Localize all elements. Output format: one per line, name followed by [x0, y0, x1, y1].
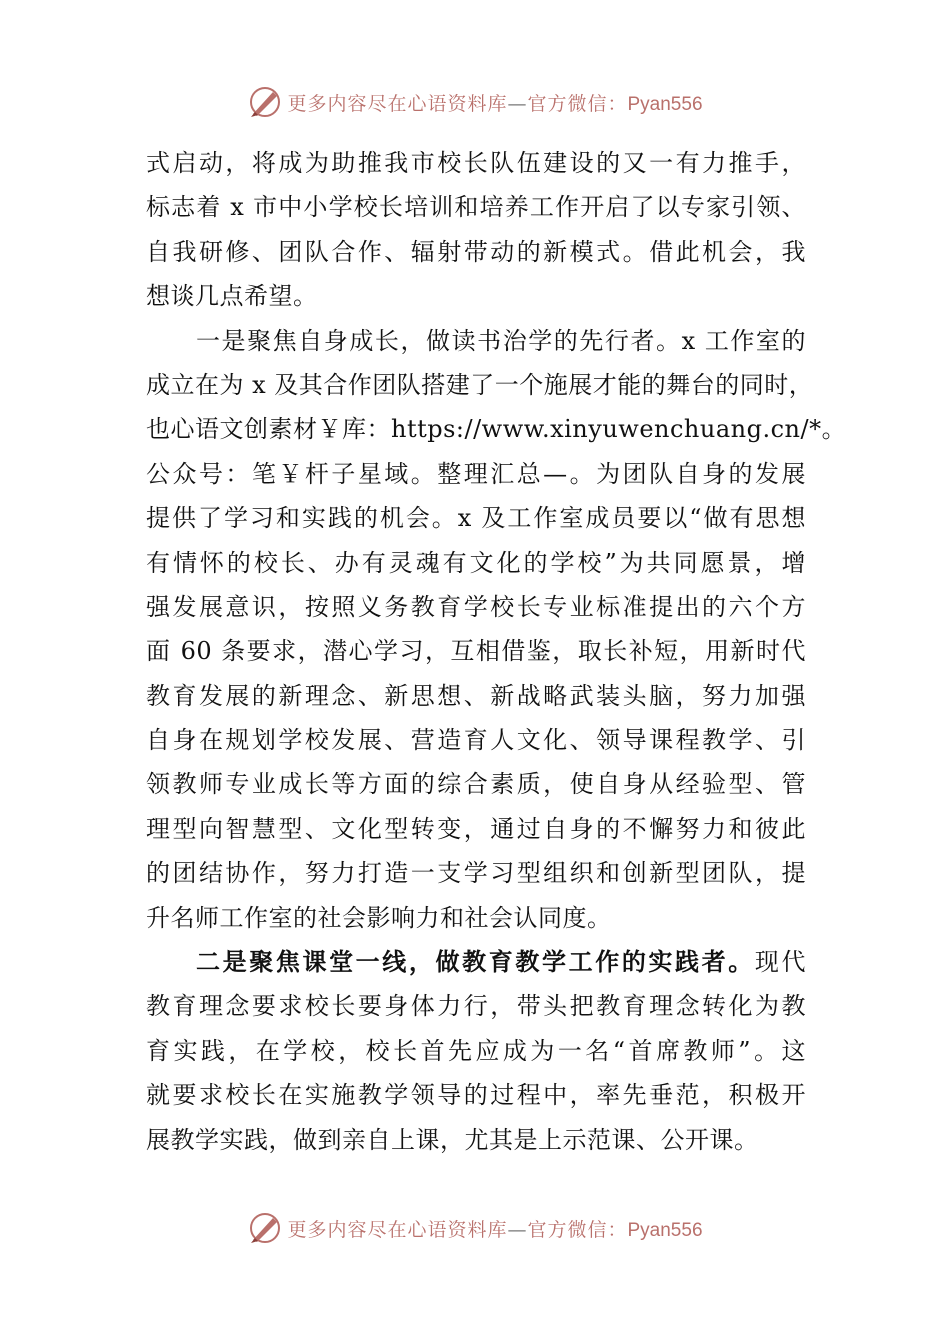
paragraph-line: 的团结协作，努力打造一支学习型组织和创新型团队，提	[146, 859, 806, 888]
paragraph-line: 理型向智慧型、文化型转变，通过自身的不懈努力和彼此	[146, 814, 806, 843]
paragraph-line: 就要求校长在实施教学领导的过程中，率先垂范，积极开	[146, 1081, 806, 1110]
paragraph-line: 展教学实践，做到亲自上课，尤其是上示范课、公开课。	[146, 1125, 759, 1154]
section-heading: 二是聚焦课堂一线，做教育教学工作的实践者。	[196, 947, 755, 977]
paragraph-line: 想谈几点希望。	[146, 282, 318, 311]
paragraph-line: 育实践，在学校，校长首先应成为一名“首席教师”。这	[146, 1036, 806, 1065]
paragraph-line: 有情怀的校长、办有灵魂有文化的学校”为共同愿景，增	[146, 548, 806, 577]
paragraph-line: 面 60 条要求，潜心学习，互相借鉴，取长补短，用新时代	[146, 637, 806, 666]
footer-watermark-banner	[0, 1208, 950, 1248]
paragraph-line: 自我研修、团队合作、辐射带动的新模式。借此机会，我	[146, 237, 806, 266]
paragraph-line: 教育发展的新理念、新思想、新战略武装头脑，努力加强	[146, 681, 806, 710]
paragraph-line: 标志着 x 市中小学校长培训和培养工作开启了以专家引领、	[146, 193, 806, 222]
paragraph-line: 升名师工作室的社会影响力和社会认同度。	[146, 903, 612, 932]
document-body	[146, 141, 847, 1162]
watermark-text: 更多内容尽在心语资料库—官方微信：Pyan556	[287, 92, 703, 115]
paragraph-line: 强发展意识，按照义务教育学校长专业标准提出的六个方	[146, 592, 806, 621]
paragraph-line: 公众号：笔￥杆子星域。整理汇总—。为团队自身的发展	[146, 459, 806, 488]
paragraph-line: 领教师专业成长等方面的综合素质，使自身从经验型、管	[146, 770, 806, 799]
paragraph-line: 式启动，将成为助推我市校长队伍建设的又一有力推手，	[146, 149, 806, 177]
paragraph-line: 成立在为 x 及其合作团队搭建了一个施展才能的舞台的同时，	[146, 370, 814, 399]
pen-logo-icon	[247, 1210, 283, 1246]
watermark-text: 更多内容尽在心语资料库—官方微信：Pyan556	[287, 1218, 703, 1241]
paragraph-line: 一是聚焦自身成长，做读书治学的先行者。x 工作室的	[196, 326, 806, 355]
paragraph-line: 也心语文创素材￥库：https://www.xinyuwenchuang.cn/*。	[146, 415, 847, 444]
paragraph-line: 提供了学习和实践的机会。x 及工作室成员要以“做有思想	[146, 504, 806, 533]
header-watermark-banner	[0, 82, 950, 122]
pen-logo-icon	[247, 84, 283, 120]
paragraph-line: 二是聚焦课堂一线，做教育教学工作的实践者。现代	[196, 947, 807, 977]
paragraph-line: 自身在规划学校发展、营造育人文化、领导课程教学、引	[146, 726, 806, 755]
paragraph-line: 教育理念要求校长要身体力行，带头把教育理念转化为教	[146, 992, 806, 1021]
